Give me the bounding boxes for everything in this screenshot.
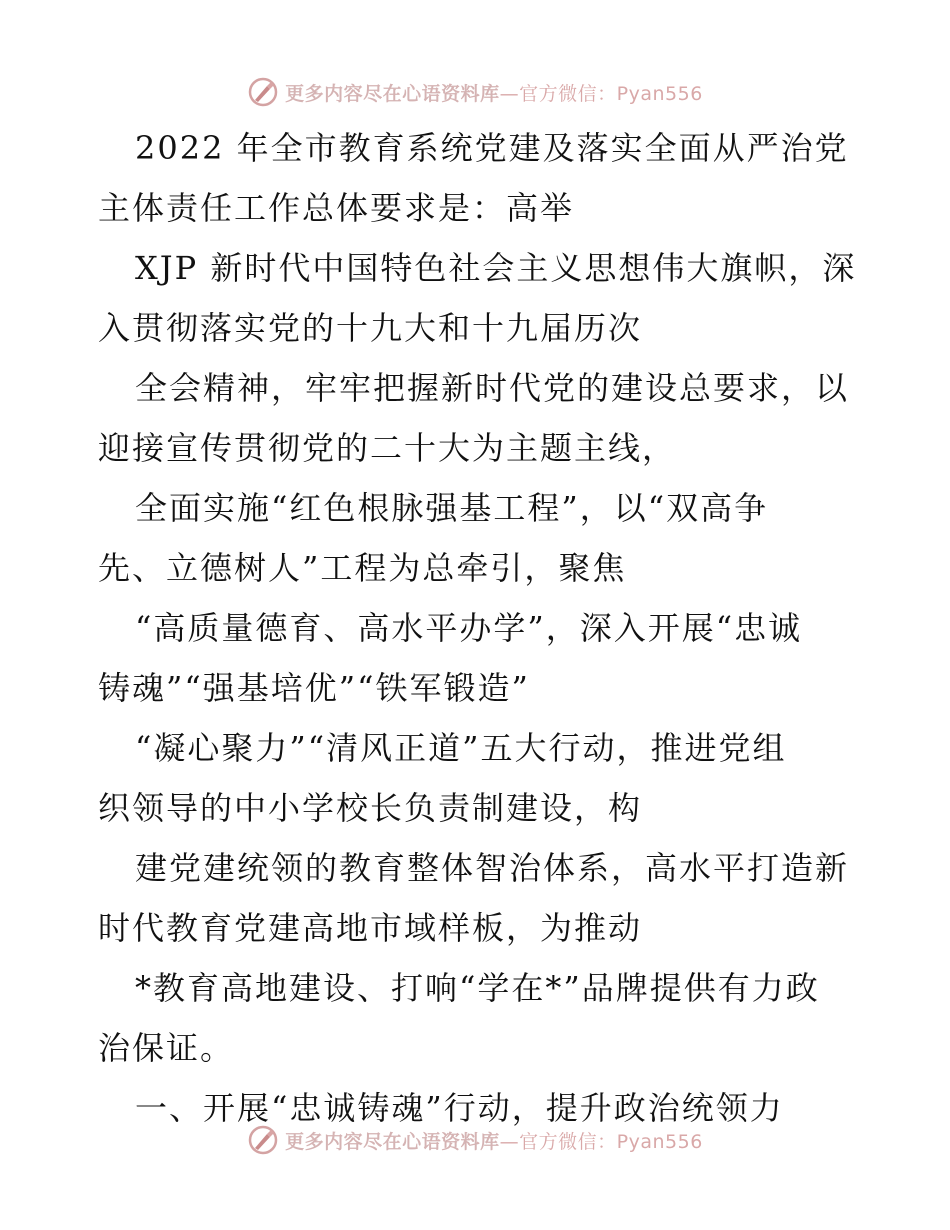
paragraph-line: 建党建统领的教育整体智治体系，高水平打造新 xyxy=(135,849,850,887)
paragraph-line: 迎接宣传贯彻党的二十大为主题主线， xyxy=(98,429,677,467)
paragraph-line: “高质量德育、高水平办学”，深入开展“忠诚 xyxy=(135,609,803,647)
pen-logo-icon xyxy=(247,76,279,108)
pen-logo-icon xyxy=(247,1124,279,1156)
paragraph-line: 2022 年全市教育系统党建及落实全面从严治党 xyxy=(135,129,849,167)
paragraph-line: 先、立德树人”工程为总牵引，聚焦 xyxy=(98,549,627,587)
watermark-text: 更多内容尽在心语资料库—官方微信：Pyan556 xyxy=(285,1130,703,1153)
paragraph-line: 入贯彻落实党的十九大和十九届历次 xyxy=(98,309,643,347)
footer-watermark xyxy=(0,1120,950,1160)
paragraph-line: 主体责任工作总体要求是：高举 xyxy=(98,189,575,227)
paragraph-line: 全面实施“红色根脉强基工程”，以“双高争 xyxy=(135,489,769,527)
paragraph-line: 铸魂”“强基培优”“铁军锻造” xyxy=(98,669,530,707)
paragraph-line: 治保证。 xyxy=(98,1029,235,1067)
paragraph-line: 时代教育党建高地市域样板，为推动 xyxy=(98,909,643,947)
watermark-text: 更多内容尽在心语资料库—官方微信：Pyan556 xyxy=(285,82,703,105)
paragraph-line: 全会精神，牢牢把握新时代党的建设总要求，以 xyxy=(135,369,850,407)
paragraph-line: “凝心聚力”“清风正道”五大行动，推进党组 xyxy=(135,729,787,767)
paragraph-line: *教育高地建设、打响“学在*”品牌提供有力政 xyxy=(135,969,820,1007)
header-watermark xyxy=(0,72,950,112)
paragraph-line: XJP 新时代中国特色社会主义思想伟大旗帜，深 xyxy=(135,249,857,287)
section-heading: 一、开展“忠诚铸魂”行动，提升政治统领力 xyxy=(135,1089,784,1127)
paragraph-line: 织领导的中小学校长负责制建设，构 xyxy=(98,789,643,827)
